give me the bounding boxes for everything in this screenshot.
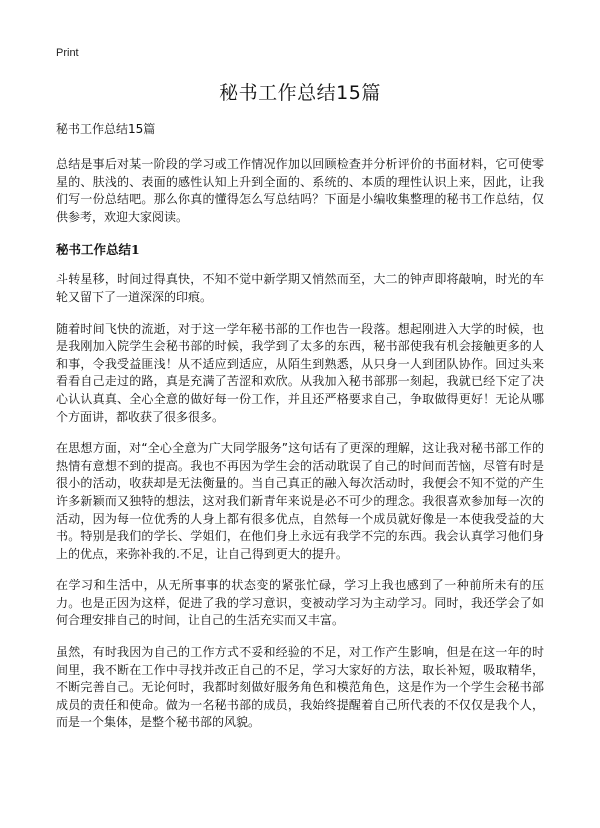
body-paragraph-1: 斗转星移，时间过得真快，不知不觉中新学期又悄然而至，大二的钟声即将敲响，时光的车轮又留下了一道深深的印痕。 (56, 272, 544, 304)
print-link[interactable]: Print (56, 47, 79, 59)
page-title: 秘书工作总结15篇 (219, 82, 381, 104)
section-heading: 秘书工作总结1 (56, 242, 140, 258)
document-subtitle: 秘书工作总结15篇 (56, 122, 156, 136)
intro-paragraph: 总结是事后对某一阶段的学习或工作情况作加以回顾检查并分析评价的书面材料，它可使零星的、肤浅的、表面的感性认知上升到全面的、系统的、本质的理性认识上来，因此，让我们写一份总结吧。那么你真的懂得怎么写总结吗？下面是小编收集整理的秘书工作总结，仅供参考，欢迎大家阅读。 (56, 157, 544, 224)
body-paragraph-3: 在思想方面，对“全心全意为广大同学服务”这句话有了更深的理解，这让我对秘书部工作的热情有意想不到的提高。我也不再因为学生会的活动耽误了自己的时间而苦恼，尽管有时是很小的活动，收获却是无法衡量的。当自己真正的融入每次活动时，我便会不知不觉的产生许多新颖而又独特的想法，这对我们新青年来说是必不可少的理念。我很喜欢参加每一次的活动，因为每一位优秀的人身上都有很多优点，自然每一个成员就好像是一本使我受益的大书。特别是我们的学长、学姐们，在他们身上永远有我学不完的东西。我会认真学习他们身上的优点，来弥补我的.不足，让自己得到更大的提升。 (56, 441, 544, 561)
body-paragraph-2: 随着时间飞快的流逝，对于这一学年秘书部的工作也告一段落。想起刚进入大学的时候，也是我刚加入院学生会秘书部的时候，我学到了太多的东西，秘书部使我有机会接触更多的人和事，令我受益匪浅！从不适应到适应，从陌生到熟悉，从只身一人到团队协作。回过头来看看自己走过的路，真是充满了苦涩和欢欣。从我加入秘书部那一刻起，我就已经下定了决心认认真真、全心全意的做好每一份工作，并且还严格要求自己，争取做得更好！无论从哪个方面讲，都收获了很多很多。 (56, 321, 544, 424)
body-paragraph-5: 虽然，有时我因为自己的工作方式不妥和经验的不足，对工作产生影响，但是在这一年的时间里，我不断在工作中寻找并改正自己的不足，学习大家好的方法，取长补短，吸取精华，不断完善自己。无论何时，我都时刻做好服务角色和模范角色，这是作为一个学生会秘书部成员的责任和使命。做为一名秘书部的成员，我始终提醒着自己所代表的不仅仅是我个人，而是一个集体，是整个秘书部的风貌。 (56, 645, 544, 730)
body-paragraph-4: 在学习和生活中，从无所事事的状态变的紧张忙碌，学习上我也感到了一种前所未有的压力。也是正因为这样，促进了我的学习意识，变被动学习为主动学习。同时，我还学会了如何合理安排自己的时间，让自己的生活充实而又丰富。 (56, 578, 544, 628)
document-body (56, 121, 544, 746)
